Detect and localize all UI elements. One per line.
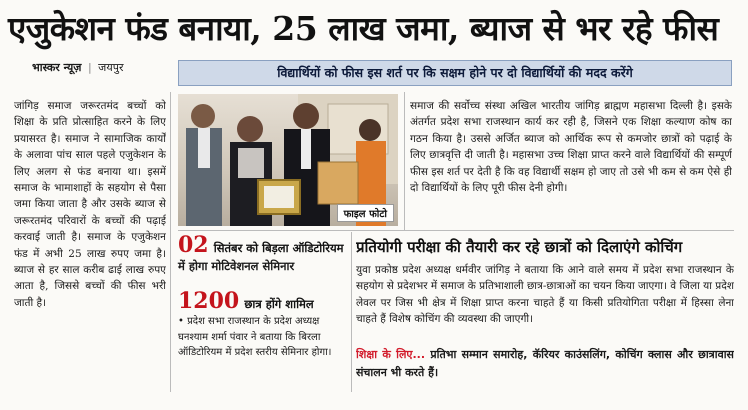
- photo-caption: फाइल फोटो: [337, 204, 394, 222]
- column-divider-lower: [351, 232, 352, 392]
- top-right-text: समाज की सर्वोच्च संस्था अखिल भारतीय जांगिड़ ब्राह्मण महासभा दिल्ली है। इसके अंतर्गत प्रदेश सभा राजस्थान कार्य कर रही है, जिसने एक शिक्षा कल्याण कोष का गठन किया है। उससे अर्जित ब्याज को आर्थिक रूप से कमजोर छात्रों को पढ़ाई के लिए छात्रवृत्ति दी जाती है। महासभा उच्च शिक्षा प्राप्त करने वाले विद्यार्थियों की सम्पूर्ण फीस इस शर्त पर देती है कि वह विद्यार्थी सक्षम हो जाए तो उसे भी कम से कम ऐसे ही दो विद्यार्थियों के लिए पूरी फीस देनी होगी।: [410, 100, 732, 195]
- headline: एजुकेशन फंड बनाया, 25 लाख जमा, ब्याज से भर रहे फीस: [8, 9, 719, 48]
- section-divider: [178, 230, 734, 231]
- emphasis-text: प्रतिभा सम्मान समारोह, कॅरियर काउंसलिंग, कोचिंग क्लास और छात्रावास संचालन भी करते हैं।: [356, 348, 734, 379]
- stat-seminar-number: 02: [178, 232, 209, 258]
- sub-headline: प्रतियोगी परीक्षा की तैयारी कर रहे छात्रों को दिलाएंगे कोचिंग: [356, 238, 683, 256]
- stat-students-number: 1200: [178, 288, 240, 314]
- stat-students: [178, 288, 348, 314]
- emphasis-paragraph: [356, 346, 734, 386]
- emphasis-lead: शिक्षा के लिए...: [356, 348, 426, 361]
- column-divider-right: [404, 92, 405, 230]
- stat-seminar: [178, 232, 348, 274]
- subhead-banner: विद्यार्थियों को फीस इस शर्त पर कि सक्षम होने पर दो विद्यार्थियों की मदद करेंगे: [178, 60, 732, 86]
- byline-source: भास्कर न्यूज़: [32, 61, 82, 74]
- byline: [32, 60, 123, 76]
- left-column-text: जांगिड़ समाज जरूरतमंद बच्चों को शिक्षा के प्रति प्रोत्साहित करने के लिए प्रयासरत है। समाज ने सामाजिक कार्यों के अलावा पांच साल पहले एजुकेशन के लिए अलग से फंड बनाया था। इसमें समाज के भामाशाहों के सहयोग से पैसा जमा किया जाता है और उसके ब्याज से जरूरतमंद परिवारों के बच्चों की पढ़ाई करवाई जाती है। समाज के एजुकेशन फंड में अभी 25 लाख रुपए जमा है। ब्याज से हर साल करीब ढाई लाख रुपए आता है, जिससे बच्चों की फीस भरी जाती है।: [14, 100, 166, 309]
- byline-city: जयपुर: [98, 61, 124, 74]
- stat-seminar-label: सितंबर को बिड़ला ऑडिटोरियम: [213, 241, 344, 255]
- news-photo: [178, 94, 398, 226]
- stat-seminar-line2: में होगा मोटिवेशनल सेमिनार: [178, 259, 295, 273]
- column-divider-left: [170, 92, 171, 392]
- stat-students-label: छात्र होंगे शामिल: [244, 297, 314, 311]
- lower-right-text: युवा प्रकोष्ठ प्रदेश अध्यक्ष धर्मवीर जांगिड़ ने बताया कि आने वाले समय में प्रदेश सभा राजस्थान के सहयोग से प्रदेशभर में समाज के प्रतिभाशाली छात्र-छात्राओं का चयन किया जाएगा। वे जिला या प्रदेश लेवल पर जिस भी क्षेत्र में शिक्षा प्राप्त करना चाहते हैं या किसी प्रतियोगिता परीक्षा में हिस्सा लेना चाहते हैं विशेष कोचिंग की व्यवस्था की जाएगी।: [356, 264, 734, 326]
- byline-separator: |: [87, 61, 92, 74]
- person-left: [186, 104, 222, 226]
- seminar-bullet: • प्रदेश सभा राजस्थान के प्रदेश अध्यक्ष घनश्याम शर्मा पंवार ने बताया कि बिरला ऑडिटोरियम में प्रदेश स्तरीय सेमिनार होगा।: [178, 316, 332, 358]
